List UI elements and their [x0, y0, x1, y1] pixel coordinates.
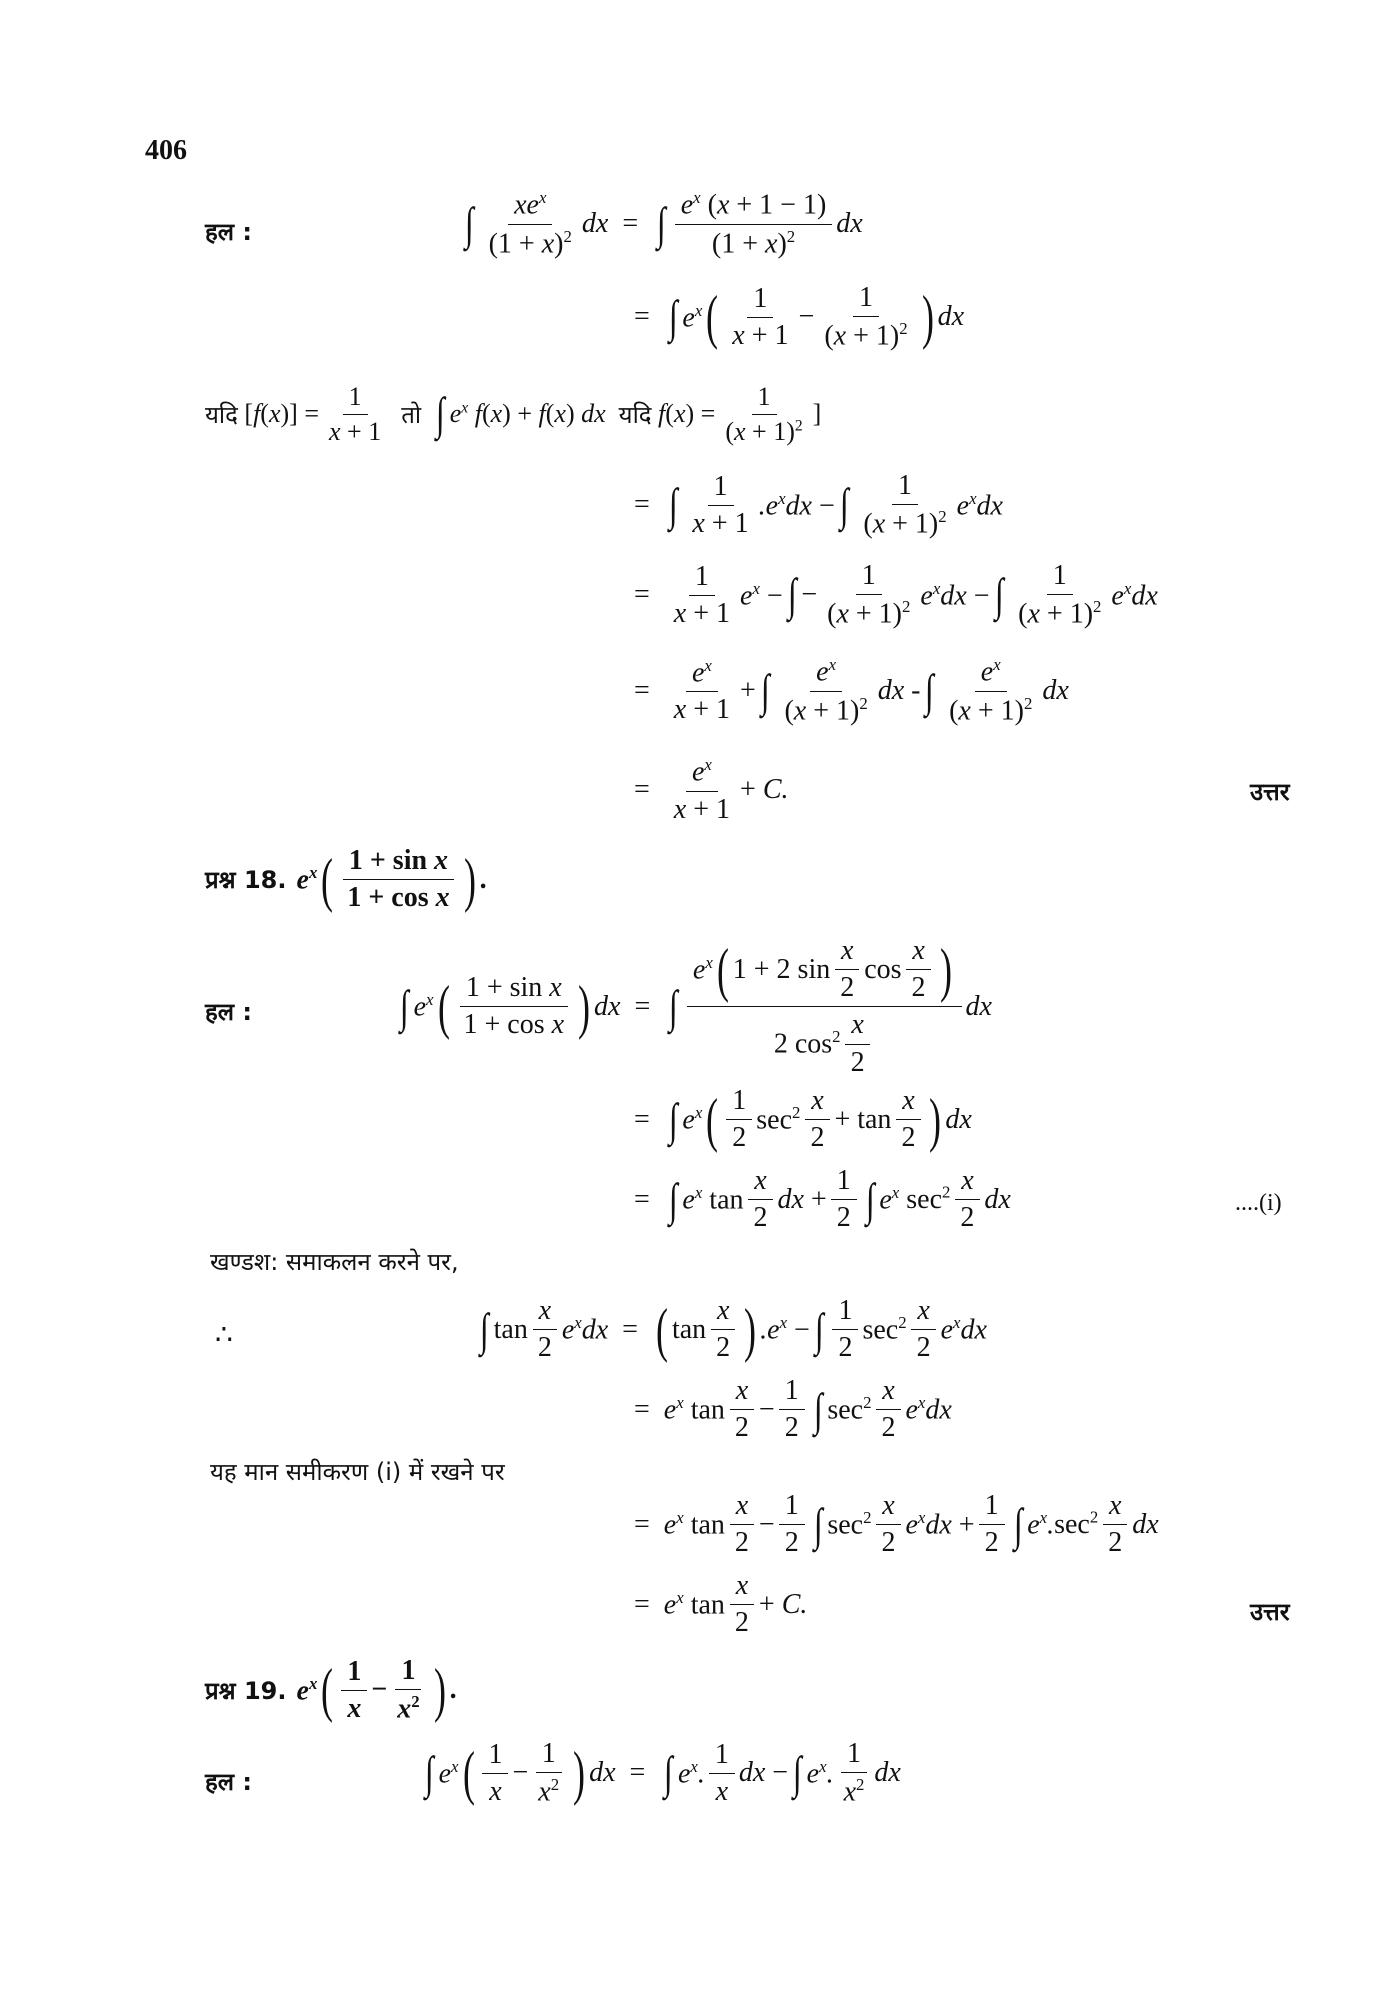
- page-number: 406: [145, 135, 187, 166]
- equation-line-3: = ∫ $\frac{1}{x + 1}$ $.e^xdx$ − ∫ $\frac{1}{(x + 1)^2}$ $e^xdx$: [634, 470, 1003, 540]
- answer-label-2: उत्तर: [1250, 1598, 1290, 1626]
- equation-line-2: = ∫ $e^x$ ( $\frac{1}{x + 1}$ − $\frac{1}{(x + 1)^2}$ ) dx: [634, 282, 965, 352]
- question-18-label: प्रश्न 18.: [205, 866, 287, 895]
- if-word-2: यदि: [618, 400, 652, 429]
- equation-line-4: = $\frac{1}{x + 1}$ $e^x$ − ∫ − $\frac{1}{(x + 1)^2}$ $e^xdx$ − ∫ $\frac{1}{(x + 1)^2}$ $e^xdx$: [634, 560, 1158, 630]
- q18-equation-line-2: = ∫ $e^x$ ( $\frac{1}{2}$ $\sec^2$ $\frac{x}{2}$ + tan $\frac{x}{2}$ ) dx: [634, 1085, 972, 1154]
- q19-equation-line-1: ∫ $e^x$ ( $\frac{1}{x}$ − $\frac{1}{x^2}$ ) dx = ∫ $e^x$. $\frac{1}{x}$ dx − ∫ $e^x$. $\frac{1}{x^2}$ dx: [424, 1738, 901, 1808]
- equation-line-6: = $\frac{e^x}{x + 1}$ + C.: [634, 755, 789, 825]
- equation-line-1: ∫ $\frac{xe^x}{(1 + x)^2}$ dx = ∫ $\frac{e^x (x + 1 - 1)}{(1 + x)^2}$ dx: [464, 188, 863, 259]
- by-parts-text: खण्डश: समाकलन करने पर,: [210, 1248, 459, 1276]
- q18-equation-line-1: ∫ $e^x$ ( $\frac{\text{1 + sin x}}{\text{1 + cos x}}$ ) dx = ∫ $e^x$ ( 1 + 2 sin $\frac{x}{2}$ cos $\frac{x}{2}$ ) 2 $\cos^2$ $\frac{x}{2}$ dx: [399, 935, 992, 1078]
- then-word: तो: [401, 400, 422, 429]
- question-19-label: प्रश्न 19.: [205, 1676, 287, 1705]
- therefore-symbol: ∴: [215, 1320, 233, 1351]
- equation-line-5: = $\frac{e^x}{x + 1}$ + ∫ $\frac{e^x}{(x + 1)^2}$ dx - ∫ $\frac{e^x}{(x + 1)^2}$ dx: [634, 655, 1069, 726]
- q18-substitute-line-1: = $e^x$ tan $\frac{x}{2}$ − $\frac{1}{2}$ ∫ $\sec^2$ $\frac{x}{2}$ $e^xdx$ + $\frac{1}{2}$ ∫ $e^x.\sec^2$ $\frac{x}{2}$ dx: [634, 1490, 1159, 1559]
- q18-equation-line-3: = ∫ $e^x$ tan $\frac{x}{2}$ dx + $\frac{1}{2}$ ∫ $e^x$ $\sec^2$ $\frac{x}{2}$ dx: [634, 1165, 1011, 1234]
- question-19: प्रश्न 19. $e^x$ ( $\frac{1}{x}$ − $\frac{1}{x^2}$ ) .: [205, 1655, 457, 1725]
- equation-if-condition: यदि [ f ( x )] = $\frac{1}{x + 1}$ तो ∫ $e^x$ f(x) + f(x) dx यदि f(x) = $\frac{1}{(x + 1)^2}$ ]: [205, 382, 822, 446]
- question-18: प्रश्न 18. $e^x$ ( $\frac{\text{1 + sin x}}{\text{1 + cos x}}$ ) .: [205, 845, 487, 914]
- solution-label: हल :: [205, 218, 252, 246]
- q18-substitute-line-2: = $e^x$ tan $\frac{x}{2}$ + C.: [634, 1570, 808, 1639]
- equation-tag-i: ....(i): [1235, 1190, 1282, 1216]
- q18-by-parts-line-2: = $e^x$ tan $\frac{x}{2}$ − $\frac{1}{2}$ ∫ $\sec^2$ $\frac{x}{2}$ $e^xdx$: [634, 1375, 952, 1444]
- substitute-text: यह मान समीकरण (i) में रखने पर: [210, 1458, 505, 1486]
- solution-label-q18: हल :: [205, 998, 252, 1026]
- if-word: यदि: [205, 400, 238, 429]
- solution-label-q19: हल :: [205, 1768, 252, 1796]
- answer-label-1: उत्तर: [1250, 778, 1290, 806]
- q18-by-parts-line-1: ∫ tan $\frac{x}{2}$ $e^xdx$ = ( tan $\frac{x}{2}$ ) $.e^x$ − ∫ $\frac{1}{2}$ $\sec^2$ $\frac{x}{2}$ $e^xdx$: [479, 1295, 987, 1364]
